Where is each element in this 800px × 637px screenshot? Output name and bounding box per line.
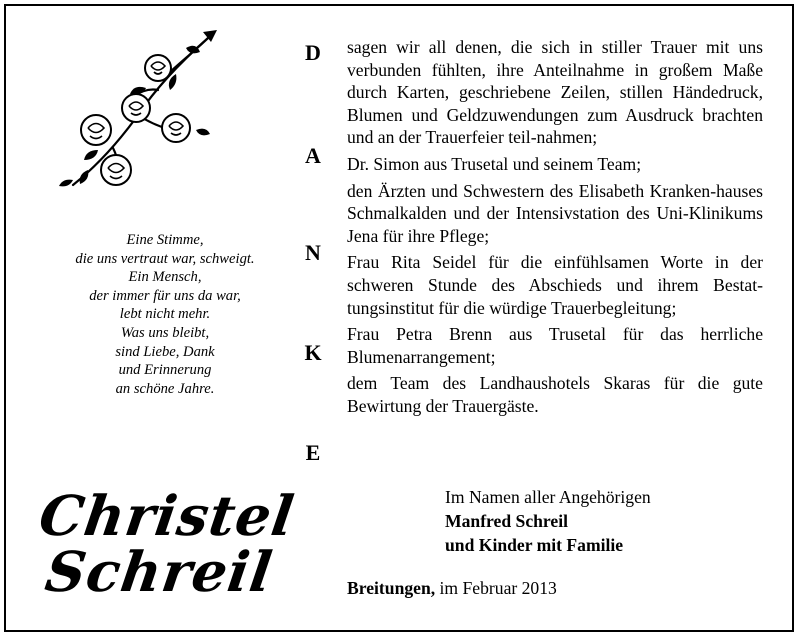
danke-letter: K (304, 340, 322, 365)
poem-line: Eine Stimme, (126, 232, 204, 248)
danke-letter: E (305, 440, 321, 465)
thanks-paragraph: Frau Petra Brenn aus Trusetal für das herrliche Blumenarrangement; (347, 324, 763, 367)
signature-intro: Im Namen aller Angehörigen (445, 487, 651, 507)
thanks-paragraph: Frau Rita Seidel für die einfühlsamen Worte in der schweren Stunde des Abschieds und ihrem Bestat-tungsinstitut für die würdige Trauerbegleitung; (347, 252, 763, 318)
danke-letter: D (305, 40, 321, 65)
memorial-poem (20, 231, 310, 398)
thanks-paragraph: sagen wir all denen, die sich in stiller Trauer mit uns verbunden fühlten, ihre Anteilnahme in großem Maße durch Karten, geschriebene Zeilen, stillen Händedruck, Blumen und Geldzuwendungen zum Ausdruck brachten und an der Trauerfeier teil-nahmen; (347, 37, 763, 148)
signature-name: Manfred Schreil (445, 511, 568, 531)
signature-block (445, 485, 651, 557)
date: im Februar 2013 (439, 578, 557, 598)
poem-line: lebt nicht mehr. (119, 306, 211, 323)
deceased-last-name: Schreil (41, 539, 277, 604)
poem-line: die uns vertraut war, schweigt. (75, 250, 255, 267)
thanks-paragraph: den Ärzten und Schwestern des Elisabeth Kranken-hauses Schmalkalden und der Intensivstation des Uni-Klinikums Jena für ihre Pflege; (347, 180, 763, 246)
danke-letter: N (305, 240, 321, 265)
signature-family: und Kinder mit Familie (445, 535, 624, 555)
thanks-text (347, 36, 763, 418)
poem-line: sind Liebe, Dank (115, 343, 215, 360)
place-date (347, 578, 557, 599)
deceased-first-name: Christel (35, 483, 299, 548)
danke-letter: A (305, 143, 321, 168)
place: Breitungen, (347, 578, 436, 598)
thanks-paragraph: Dr. Simon aus Trusetal und seinem Team; (347, 153, 642, 174)
deceased-name (28, 483, 299, 604)
poem-line: an schöne Jahre. (115, 380, 215, 397)
poem-line: Ein Mensch, (128, 269, 202, 286)
poem-line: Was uns bleibt, (120, 324, 210, 341)
poem-line: und Erinnerung (118, 362, 212, 379)
poem-line: der immer für uns da war, (89, 287, 241, 304)
roses-illustration (58, 30, 228, 195)
thanks-paragraph: dem Team des Landhaushotels Skaras für die gute Bewirtung der Trauergäste. (347, 373, 763, 416)
